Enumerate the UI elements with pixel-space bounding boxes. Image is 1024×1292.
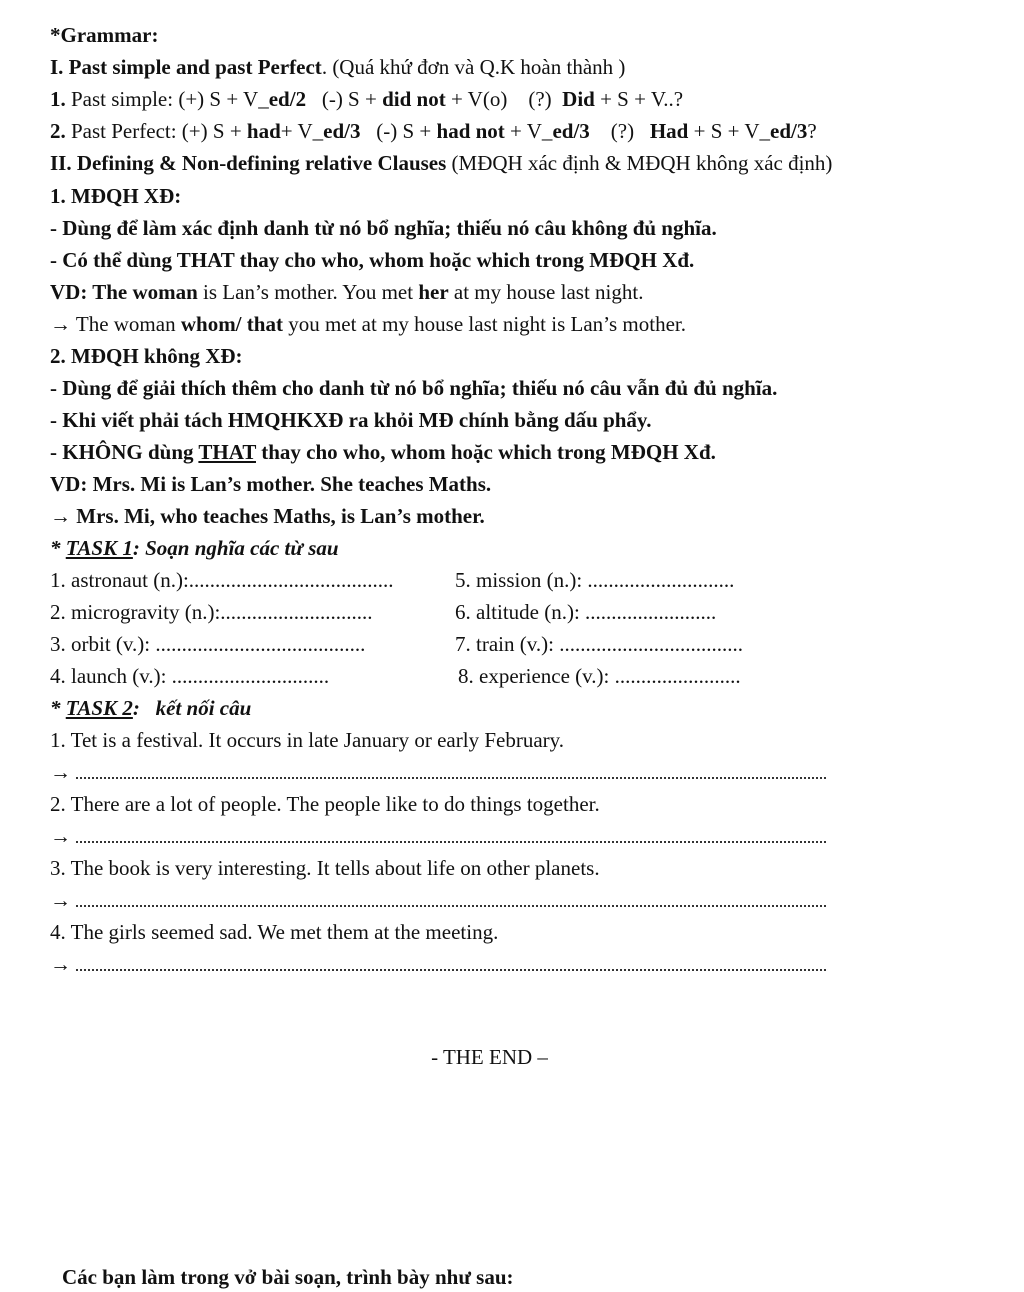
non-defining-bullet-3: - KHÔNG dùng THAT thay cho who, whom hoặc which trong MĐQH Xđ. [50, 440, 716, 464]
vocab-item-orbit: 3. orbit (v.): ........................................ [50, 632, 366, 656]
past-simple-line: 1. Past simple: (+) S + V_ed/2 (-) S + did not + V(o) (?) Did + S + V..? [50, 87, 684, 111]
task2-sentence-2: 2. There are a lot of people. The people like to do things together. [50, 792, 600, 816]
non-defining-bullet-1: - Dùng để giải thích thêm cho danh từ nó bổ nghĩa; thiếu nó câu vẫn đủ đủ nghĩa. [50, 376, 778, 400]
past-perfect-line: 2. Past Perfect: (+) S + had+ V_ed/3 (-) S + had not + V_ed/3 (?) Had + S + V_ed/3? [50, 119, 817, 143]
defining-bullet-2: - Có thể dùng THAT thay cho who, whom hoặc which trong MĐQH Xđ. [50, 248, 695, 272]
task2-answer-line-4 [50, 949, 1004, 979]
task2-sentence-1: 1. Tet is a festival. It occurs in late January or early February. [50, 728, 565, 752]
answer-blank [76, 949, 826, 971]
vocab-item-experience: 8. experience (v.): ........................ [458, 664, 741, 688]
task2-answer-line-1 [50, 757, 1004, 787]
vocab-item-microgravity: 2. microgravity (n.):............................. [50, 600, 373, 624]
task1-row-2 [50, 597, 1004, 627]
task1-row-3 [50, 629, 1004, 659]
arrow-icon: → [50, 952, 71, 976]
vocab-item-launch: 4. launch (v.): .............................. [50, 664, 330, 688]
vocab-item-altitude: 6. altitude (n.): ......................... [455, 600, 717, 624]
task2-sentence-3: 3. The book is very interesting. It tells about life on other planets. [50, 856, 600, 880]
section-2-title: II. Defining & Non-defining relative Clauses (MĐQH xác định & MĐQH không xác định) [50, 151, 833, 175]
non-defining-example: VD: Mrs. Mi is Lan’s mother. She teaches Maths. [50, 472, 492, 496]
vocab-item-astronaut: 1. astronaut (n.):....................................... [50, 568, 394, 592]
defining-result: → The woman whom/ that you met at my house last night is Lan’s mother. [50, 312, 686, 336]
section-1-title: I. Past simple and past Perfect. (Quá khứ đơn và Q.K hoàn thành ) [50, 55, 626, 79]
arrow-icon: → [50, 824, 71, 848]
vocab-item-train: 7. train (v.): ................................... [455, 632, 743, 656]
arrow-icon: → [50, 312, 71, 336]
answer-blank [76, 885, 826, 907]
task2-heading: * TASK 2: kết nối câu [50, 696, 252, 720]
task1-heading: * TASK 1: Soạn nghĩa các từ sau [50, 536, 339, 560]
footer-cut-text: Các bạn làm trong vở bài soạn, trình bày như sau: [62, 1265, 514, 1289]
defining-bullet-1: - Dùng để làm xác định danh từ nó bổ nghĩa; thiếu nó câu không đủ nghĩa. [50, 216, 717, 240]
non-defining-bullet-2: - Khi viết phải tách HMQHKXĐ ra khỏi MĐ chính bằng dấu phẩy. [50, 408, 652, 432]
task2-answer-line-2 [50, 821, 1004, 851]
task1-row-4 [50, 661, 1004, 691]
non-defining-heading: 2. MĐQH không XĐ: [50, 344, 243, 368]
task2-answer-line-3 [50, 885, 1004, 915]
answer-blank [76, 821, 826, 843]
vocab-item-mission: 5. mission (n.): ............................ [455, 568, 735, 592]
non-defining-result: → Mrs. Mi, who teaches Maths, is Lan’s mother. [50, 504, 485, 528]
task2-sentence-4: 4. The girls seemed sad. We met them at the meeting. [50, 920, 499, 944]
defining-example: VD: The woman is Lan’s mother. You met her at my house last night. [50, 280, 644, 304]
arrow-icon: → [50, 760, 71, 784]
task1-row-1 [50, 565, 1004, 595]
arrow-icon: → [50, 888, 71, 912]
grammar-heading: *Grammar: [50, 23, 159, 47]
defining-heading: 1. MĐQH XĐ: [50, 184, 182, 208]
arrow-icon: → [50, 504, 71, 528]
answer-blank [76, 757, 826, 779]
the-end: - THE END – [431, 1045, 548, 1069]
